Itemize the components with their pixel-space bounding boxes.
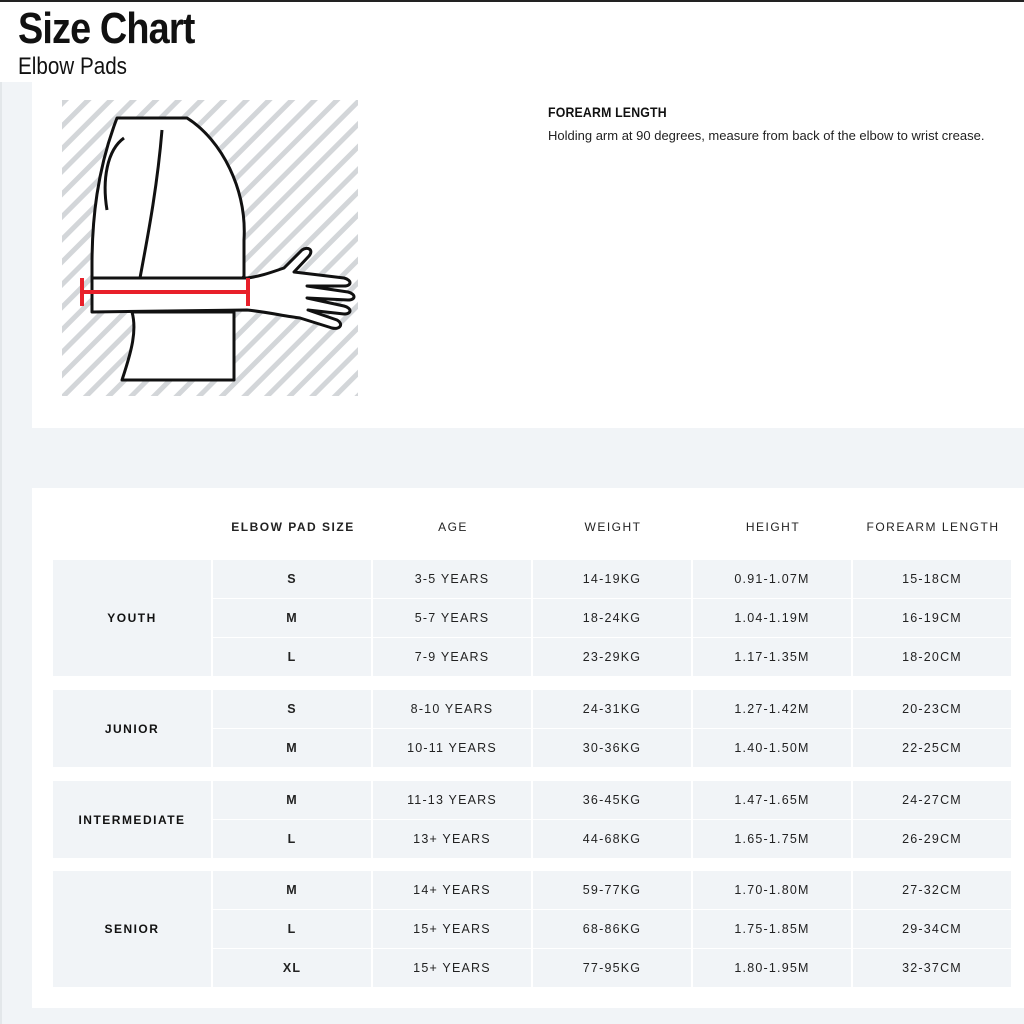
table-row [213, 871, 1013, 909]
arm-measurement-illustration [62, 100, 358, 396]
height-cell: 1.17-1.35M [693, 638, 851, 676]
forearm-cell: 20-23CM [853, 690, 1011, 728]
age-cell: 13+ YEARS [373, 820, 531, 858]
page-subtitle: Elbow Pads [18, 53, 128, 80]
height-cell: 1.65-1.75M [693, 820, 851, 858]
page-title: Size Chart [18, 4, 195, 53]
group-senior [53, 871, 1013, 987]
weight-cell: 59-77KG [533, 871, 691, 909]
group-label: JUNIOR [53, 690, 211, 767]
forearm-cell: 15-18CM [853, 560, 1011, 598]
size-cell: M [213, 781, 371, 819]
header-elbow-pad-size: ELBOW PAD SIZE [231, 520, 355, 534]
measurement-description: Holding arm at 90 degrees, measure from back of the elbow to wrist crease. [548, 128, 985, 143]
weight-cell: 14-19KG [533, 560, 691, 598]
size-cell: XL [213, 949, 371, 987]
height-cell: 1.75-1.85M [693, 910, 851, 948]
height-cell: 1.47-1.65M [693, 781, 851, 819]
height-cell: 1.27-1.42M [693, 690, 851, 728]
size-cell: L [213, 910, 371, 948]
forearm-cell: 18-20CM [853, 638, 1011, 676]
table-row [213, 910, 1013, 948]
height-cell: 1.80-1.95M [693, 949, 851, 987]
size-table [32, 488, 1024, 1008]
header-age: AGE [438, 520, 468, 534]
age-cell: 10-11 YEARS [373, 729, 531, 767]
header-weight: WEIGHT [584, 520, 642, 534]
size-cell: L [213, 820, 371, 858]
table-row [213, 781, 1013, 819]
age-cell: 8-10 YEARS [373, 690, 531, 728]
table-row [213, 949, 1013, 987]
forearm-cell: 29-34CM [853, 910, 1011, 948]
weight-cell: 30-36KG [533, 729, 691, 767]
height-cell: 0.91-1.07M [693, 560, 851, 598]
weight-cell: 77-95KG [533, 949, 691, 987]
measurement-card [32, 82, 1024, 428]
forearm-cell: 26-29CM [853, 820, 1011, 858]
age-cell: 7-9 YEARS [373, 638, 531, 676]
page-header [0, 0, 1024, 82]
weight-cell: 23-29KG [533, 638, 691, 676]
group-label: YOUTH [53, 560, 211, 676]
forearm-cell: 16-19CM [853, 599, 1011, 637]
weight-cell: 36-45KG [533, 781, 691, 819]
table-row [213, 690, 1013, 728]
weight-cell: 44-68KG [533, 820, 691, 858]
size-cell: M [213, 599, 371, 637]
size-cell: M [213, 871, 371, 909]
group-youth [53, 560, 1013, 676]
measurement-title: FOREARM LENGTH [548, 104, 667, 120]
table-row [213, 729, 1013, 767]
table-row [213, 599, 1013, 637]
age-cell: 5-7 YEARS [373, 599, 531, 637]
table-row [213, 820, 1013, 858]
header-forearm-length: FOREARM LENGTH [866, 520, 1000, 534]
age-cell: 15+ YEARS [373, 949, 531, 987]
age-cell: 3-5 YEARS [373, 560, 531, 598]
forearm-cell: 22-25CM [853, 729, 1011, 767]
size-cell: S [213, 690, 371, 728]
height-cell: 1.04-1.19M [693, 599, 851, 637]
header-height: HEIGHT [745, 520, 801, 534]
forearm-cell: 32-37CM [853, 949, 1011, 987]
table-row [213, 638, 1013, 676]
age-cell: 15+ YEARS [373, 910, 531, 948]
weight-cell: 18-24KG [533, 599, 691, 637]
size-cell: L [213, 638, 371, 676]
age-cell: 11-13 YEARS [373, 781, 531, 819]
size-cell: M [213, 729, 371, 767]
age-cell: 14+ YEARS [373, 871, 531, 909]
forearm-cell: 27-32CM [853, 871, 1011, 909]
group-label: SENIOR [53, 871, 211, 987]
table-row [213, 560, 1013, 598]
size-cell: S [213, 560, 371, 598]
height-cell: 1.70-1.80M [693, 871, 851, 909]
forearm-cell: 24-27CM [853, 781, 1011, 819]
group-intermediate [53, 781, 1013, 858]
group-label: INTERMEDIATE [53, 781, 211, 858]
left-divider [0, 82, 2, 1024]
group-junior [53, 690, 1013, 767]
weight-cell: 68-86KG [533, 910, 691, 948]
weight-cell: 24-31KG [533, 690, 691, 728]
height-cell: 1.40-1.50M [693, 729, 851, 767]
